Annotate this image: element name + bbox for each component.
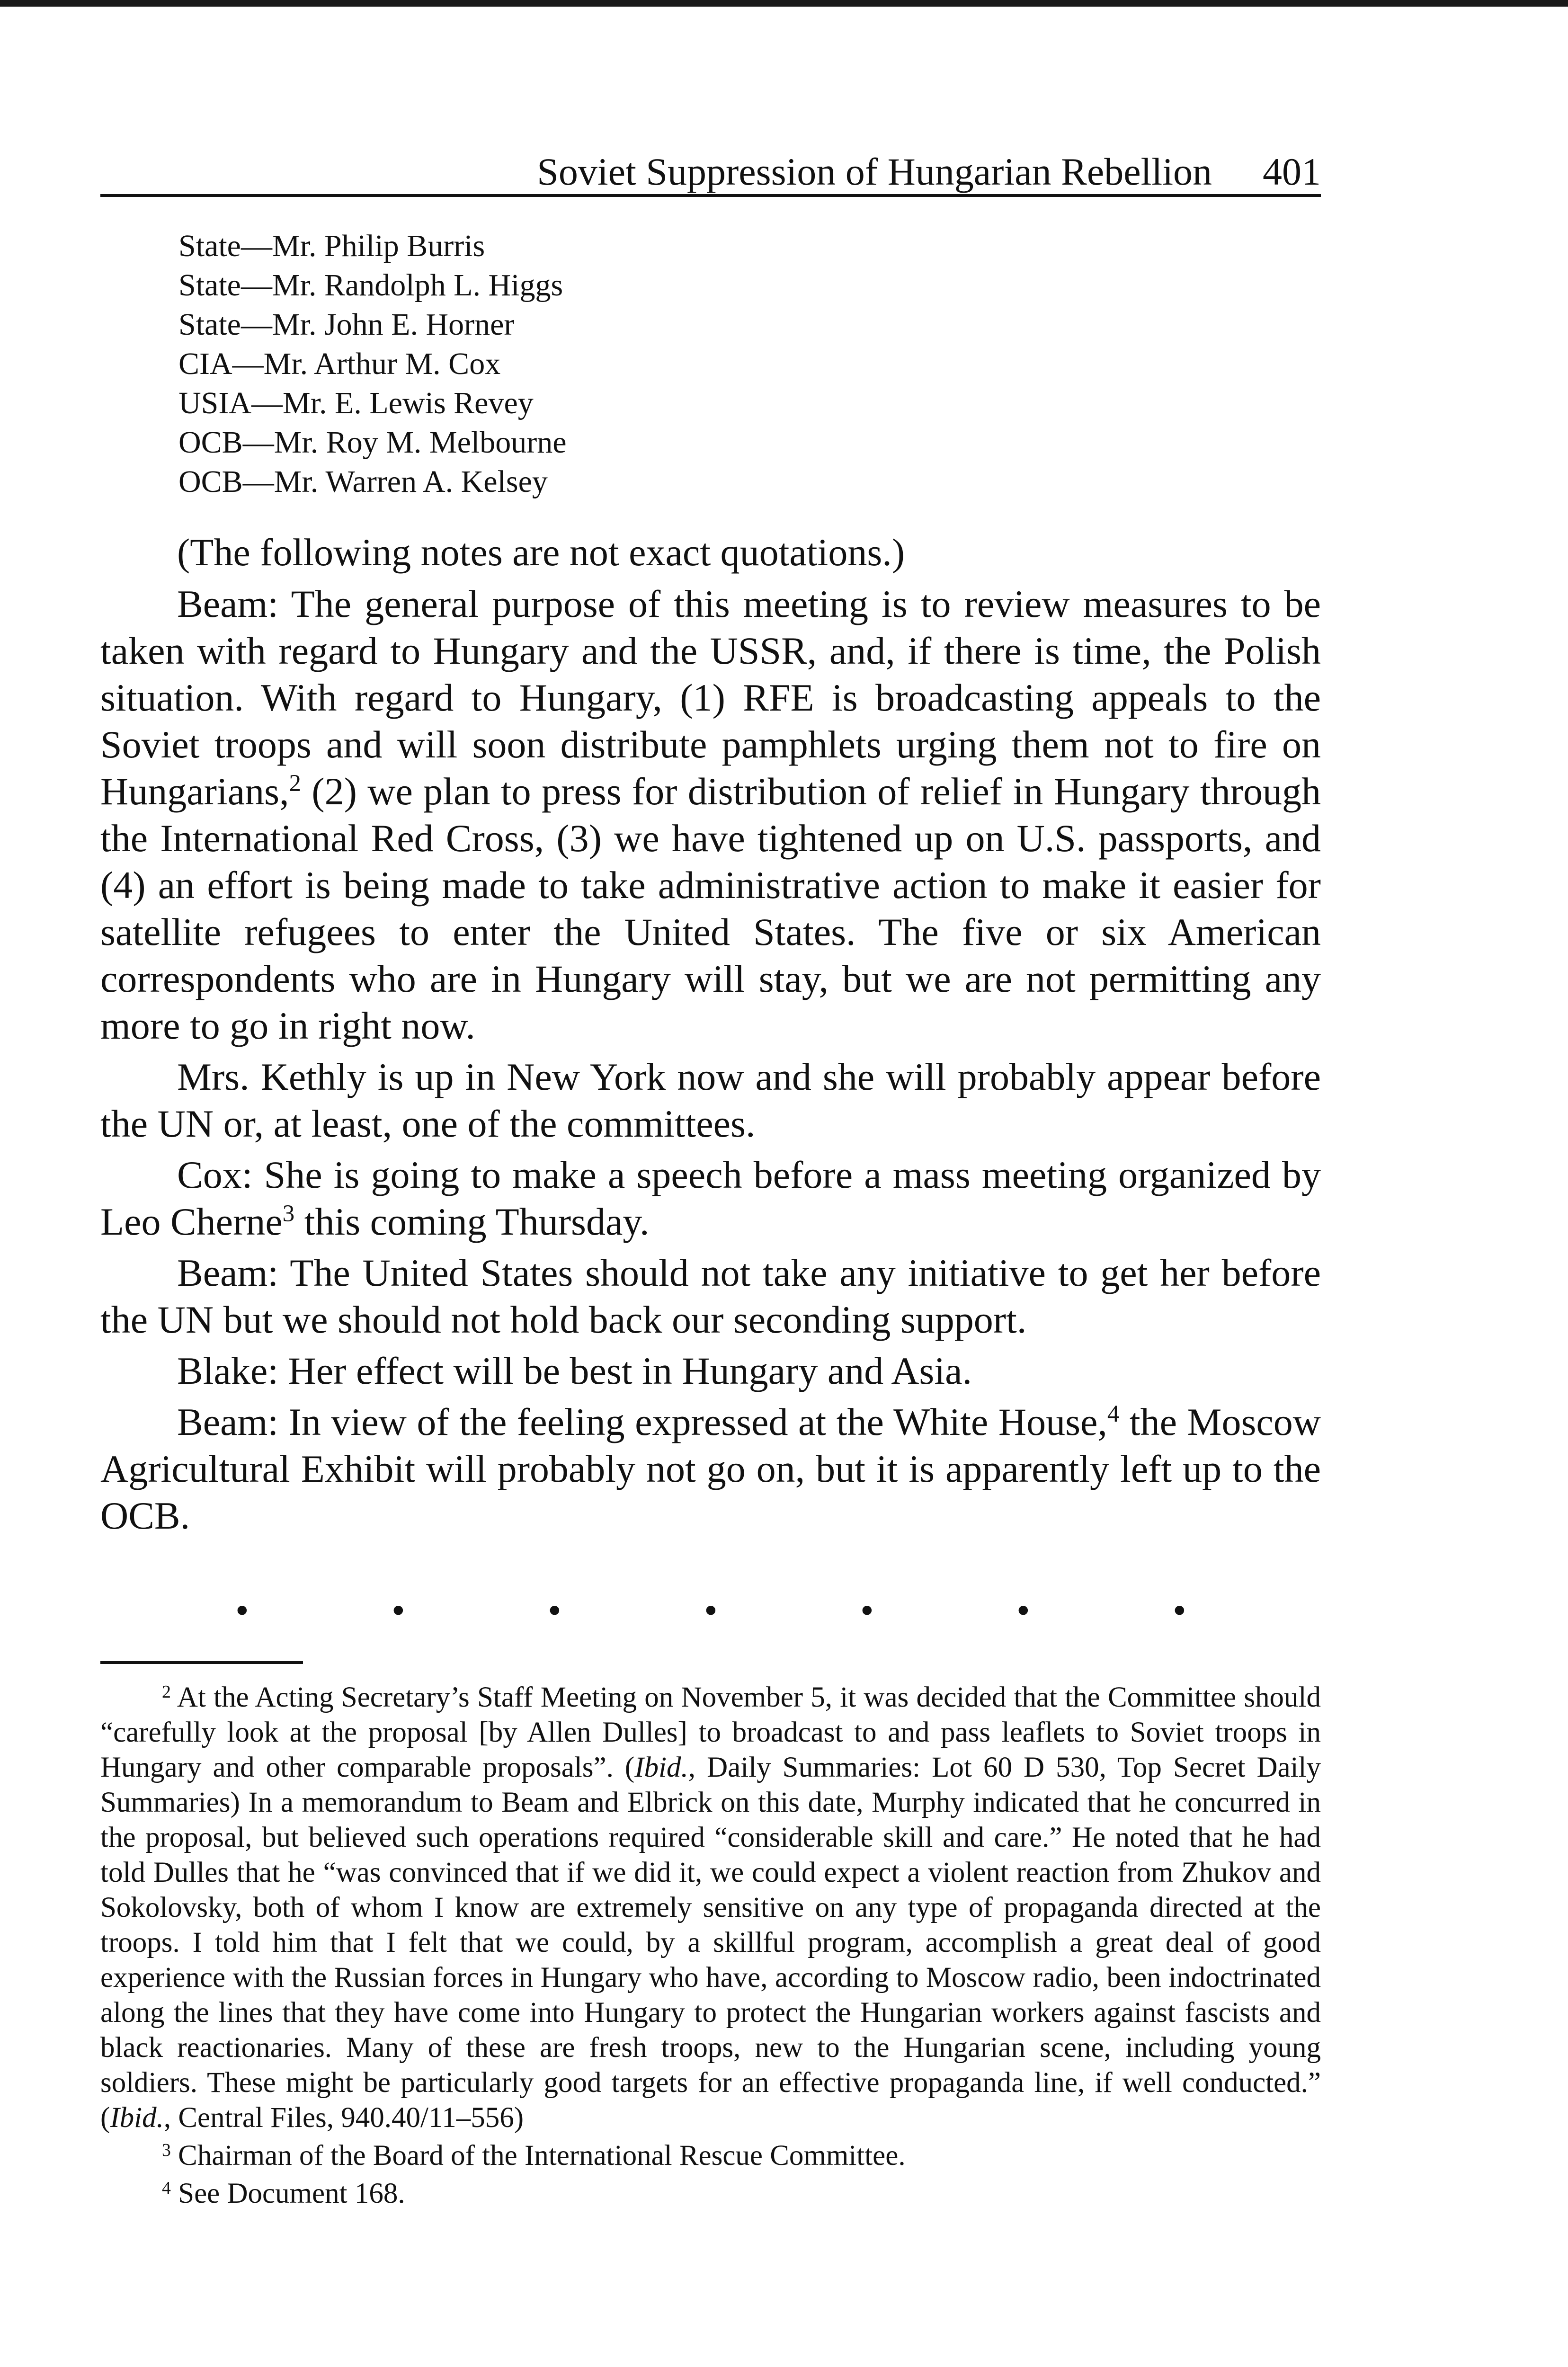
paragraph-text: Beam: In view of the feeling expressed at the White House,	[177, 1400, 1107, 1443]
footnote-ref-2[interactable]: 2	[289, 770, 301, 797]
paragraph-beam-2: Beam: The United States should not take any initiative to get her before the UN but we should not hold back our seconding support.	[100, 1251, 1321, 1341]
footnote-number: 3	[162, 2140, 171, 2161]
paragraph-note: (The following notes are not exact quotations.)	[177, 531, 905, 574]
document-page	[100, 137, 1321, 2214]
participant-line: State—Mr. Randolph L. Higgs	[178, 268, 563, 303]
footnote-3	[100, 2138, 1321, 2173]
scan-top-edge	[0, 0, 1568, 7]
footnotes	[100, 1680, 1321, 2211]
paragraph-text: this coming Thursday.	[294, 1200, 650, 1243]
footnote-ibid: Ibid.	[634, 1752, 688, 1783]
footnote-text: See Document 168.	[178, 2178, 405, 2209]
paragraph-text: Cox: She is going to make a speech before a mass meeting organized by Leo Cherne	[100, 1153, 1321, 1243]
footnote-divider	[100, 1661, 303, 1664]
ellipsis-dot: •	[548, 1589, 561, 1632]
footnote-2	[100, 1680, 1321, 2136]
footnote-4	[100, 2176, 1321, 2211]
paragraph-blake: Blake: Her effect will be best in Hungary and Asia.	[177, 1349, 972, 1392]
paragraph-text: Beam: The general purpose of this meeting is to review measures to be taken with regard to Hungary and the USSR, and, if there is time, the Polish situation. With regard to Hungary, (1) RFE is broadcasting appeals to the Soviet troops and will soon distribute pamphlets urging them not to fire on Hungarians,	[100, 582, 1321, 813]
ellipsis-dot: •	[860, 1589, 874, 1632]
ellipsis-dot: •	[392, 1589, 405, 1632]
footnote-text: , Central Files, 940.40/11–556)	[163, 2102, 524, 2134]
paragraph-beam-1	[100, 580, 1321, 1049]
footnote-ibid: Ibid.	[110, 2102, 164, 2134]
paragraph-cox	[100, 1151, 1321, 1245]
participant-line: OCB—Mr. Roy M. Melbourne	[178, 425, 567, 460]
running-head	[100, 137, 1321, 197]
footnote-number: 2	[162, 1682, 171, 1702]
footnote-ref-3[interactable]: 3	[282, 1200, 295, 1227]
paragraph-beam-3	[100, 1398, 1321, 1539]
participant-line: USIA—Mr. E. Lewis Revey	[178, 386, 534, 420]
footnote-ref-4[interactable]: 4	[1107, 1400, 1120, 1427]
paragraph-text: (2) we plan to press for distribution of relief in Hungary through the International Red Cross, (3) we have tightened up on U.S. passports, and (4) an effort is being made to take administrative action to make it easier for satellite refugees to enter the United States. The five or six American correspondents who are in Hungary will stay, but we are not permitting any more to go in right now.	[100, 770, 1321, 1047]
participant-line: State—Mr. John E. Horner	[178, 307, 515, 342]
participant-line: CIA—Mr. Arthur M. Cox	[178, 347, 501, 381]
main-text	[100, 529, 1321, 1539]
ellipsis-dot: •	[1173, 1589, 1186, 1632]
paragraph-text: the Moscow Agricultural Exhibit will probably not go on, but it is apparently left up to the OCB.	[100, 1400, 1321, 1537]
omission-ellipsis	[100, 1589, 1321, 1632]
ellipsis-dot: •	[704, 1589, 718, 1632]
ellipsis-dot: •	[1016, 1589, 1030, 1632]
footnote-text: At the Acting Secretary’s Staff Meeting on November 5, it was decided that the Committee should “carefully look at the proposal [by Allen Dulles] to broadcast to and pass leaflets to Soviet troops in Hungary and other comparable proposals”. (	[100, 1682, 1321, 1783]
ellipsis-dot: •	[235, 1589, 249, 1632]
footnote-text: Chairman of the Board of the International Rescue Committee.	[178, 2140, 906, 2171]
participant-line: OCB—Mr. Warren A. Kelsey	[178, 464, 548, 499]
participants-list	[178, 226, 1321, 501]
footnote-text: , Daily Summaries: Lot 60 D 530, Top Secret Daily Summaries) In a memorandum to Beam and Elbrick on this date, Murphy indicated that he concurred in the proposal, but believed such operations required “considerable skill and care.” He noted that he had told Dulles that he “was convinced that if we did it, we could expect a violent reaction from Zhukov and Sokolovsky, both of whom I know are extremely sensitive on any type of propaganda directed at the troops. I told him that I felt that we could, by a skillful program, accomplish a great deal of good experience with the Russian forces in Hungary who have, according to Moscow radio, been indoctrinated along the lines that they have come into Hungary to protect the Hungarian workers against fascists and black reactionaries. Many of these are fresh troops, new to the Hungarian scene, including young soldiers. These might be particularly good targets for an effective propaganda line, if well conducted.” (	[100, 1752, 1321, 2134]
paragraph-kethly: Mrs. Kethly is up in New York now and she will probably appear before the UN or, at least, one of the committees.	[100, 1055, 1321, 1145]
running-head-title: Soviet Suppression of Hungarian Rebellion	[537, 150, 1212, 193]
page-number: 401	[1263, 150, 1321, 193]
footnote-number: 4	[162, 2178, 171, 2198]
participant-line: State—Mr. Philip Burris	[178, 229, 485, 263]
